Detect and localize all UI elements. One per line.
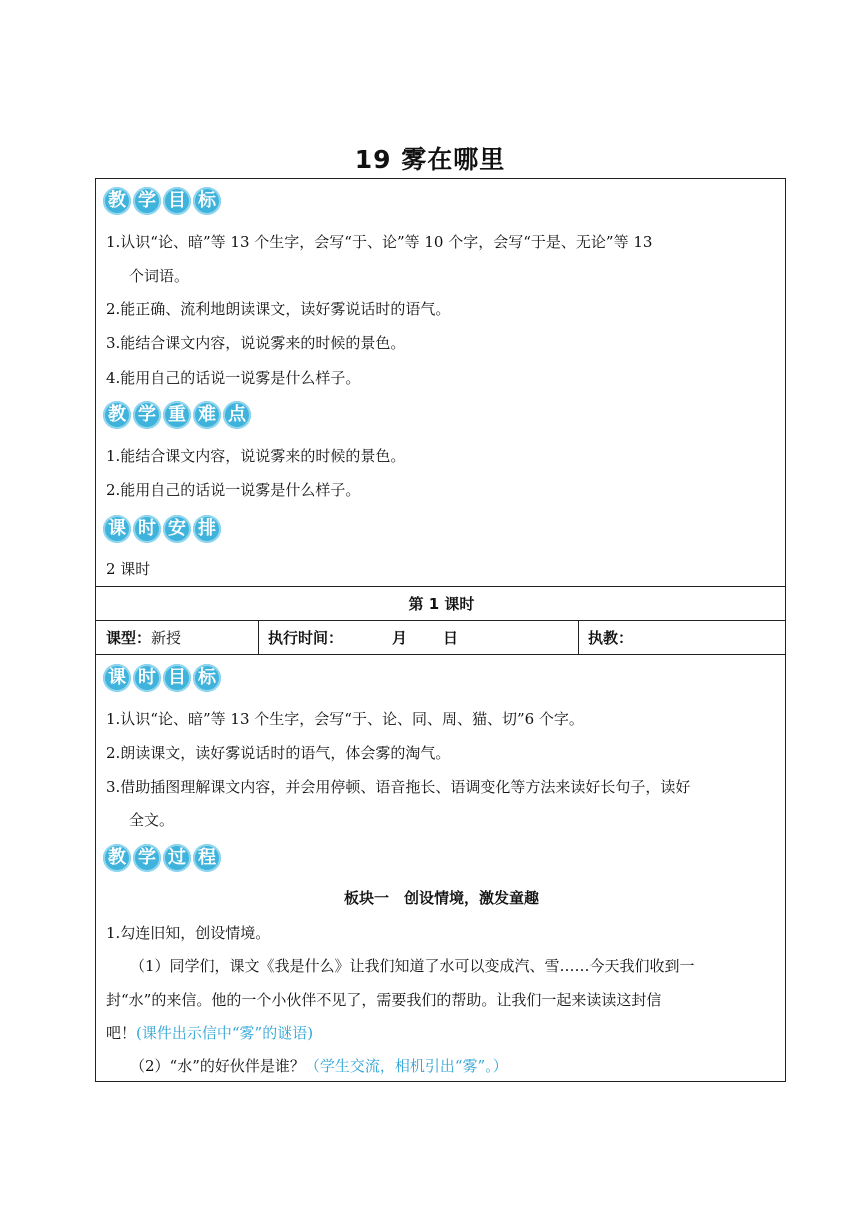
badge-char: 教 — [103, 401, 131, 429]
badge-char: 课 — [103, 515, 131, 543]
schedule-text: 2 课时 — [106, 560, 151, 578]
block-title: 板块一 创设情境，激发童趣 — [343, 889, 539, 907]
paragraph-text: （2）“水”的好伙伴是谁？ — [130, 1057, 305, 1075]
process-paragraph-1-end — [106, 1023, 781, 1043]
goal-item-4: 4.能用自己的话说一说雾是什么样子。 — [106, 369, 361, 387]
process-paragraph-1: （1）同学们，课文《我是什么》让我们知道了水可以变成汽、雪……今天我们收到一 — [130, 957, 695, 975]
goal-item-2: 2.能正确、流利地朗读课文，读好雾说话时的语气。 — [106, 300, 451, 318]
section-badge-key-points — [103, 401, 251, 429]
lesson-goal-3-cont: 全文。 — [129, 811, 175, 829]
page-title: 19 雾在哪里 — [354, 145, 506, 174]
section-badge-process — [103, 844, 221, 872]
month-label: 月 — [392, 629, 408, 647]
goal-item-1-cont: 个词语。 — [129, 267, 190, 285]
row-divider — [96, 620, 785, 621]
process-step-1: 1.勾连旧知，创设情境。 — [106, 924, 271, 942]
badge-char: 过 — [163, 844, 191, 872]
badge-char: 教 — [103, 844, 131, 872]
day-label: 日 — [443, 629, 459, 647]
badge-char: 难 — [193, 401, 221, 429]
badge-char: 学 — [133, 844, 161, 872]
badge-char: 学 — [133, 401, 161, 429]
lesson-goal-2: 2.朗读课文，读好雾说话时的语气，体会雾的淘气。 — [106, 744, 451, 762]
badge-char: 课 — [103, 664, 131, 692]
lesson-header: 第 1 课时 — [408, 595, 475, 613]
goal-item-3: 3.能结合课文内容，说说雾来的时候的景色。 — [106, 334, 406, 352]
lesson-type-label: 课型： — [106, 629, 152, 647]
col-divider — [258, 620, 259, 654]
process-paragraph-2 — [130, 1056, 805, 1076]
badge-char: 教 — [103, 187, 131, 215]
badge-char: 标 — [193, 664, 221, 692]
lesson-goal-1: 1.认识“论、暗”等 13 个生字，会写“于、论、同、周、猫、切”6 个字。 — [106, 710, 584, 728]
badge-char: 点 — [223, 401, 251, 429]
section-badge-goals — [103, 187, 221, 215]
badge-char: 学 — [133, 187, 161, 215]
lesson-type — [106, 628, 181, 648]
execution-time — [268, 628, 343, 648]
teacher-label: 执教： — [588, 629, 634, 647]
badge-char: 程 — [193, 844, 221, 872]
lesson-plan-table — [95, 178, 786, 1082]
row-divider — [96, 654, 785, 655]
badge-char: 目 — [163, 187, 191, 215]
teacher-note: (课件出示信中“雾”的谜语) — [136, 1024, 314, 1042]
section-badge-schedule — [103, 515, 221, 543]
key-point-1: 1.能结合课文内容，说说雾来的时候的景色。 — [106, 447, 406, 465]
badge-char: 时 — [133, 515, 161, 543]
lesson-goal-3: 3.借助插图理解课文内容，并会用停顿、语音拖长、语调变化等方法来读好长句子，读好 — [106, 778, 691, 796]
process-paragraph-1-cont: 封“水”的来信。他的一个小伙伴不见了，需要我们的帮助。让我们一起来读读这封信 — [106, 991, 662, 1009]
badge-char: 安 — [163, 515, 191, 543]
teacher-note: （学生交流，相机引出“雾”。） — [304, 1057, 508, 1075]
paragraph-text: 吧！ — [106, 1024, 137, 1042]
key-point-2: 2.能用自己的话说一说雾是什么样子。 — [106, 481, 361, 499]
execution-time-label: 执行时间： — [268, 629, 344, 647]
lesson-type-value: 新授 — [151, 629, 182, 647]
badge-char: 目 — [163, 664, 191, 692]
section-badge-lesson-goals — [103, 664, 221, 692]
badge-char: 排 — [193, 515, 221, 543]
badge-char: 标 — [193, 187, 221, 215]
col-divider — [578, 620, 579, 654]
row-divider — [96, 586, 785, 587]
badge-char: 时 — [133, 664, 161, 692]
goal-item-1: 1.认识“论、暗”等 13 个生字，会写“于、论”等 10 个字，会写“于是、无论”等 13 — [106, 233, 653, 251]
badge-char: 重 — [163, 401, 191, 429]
